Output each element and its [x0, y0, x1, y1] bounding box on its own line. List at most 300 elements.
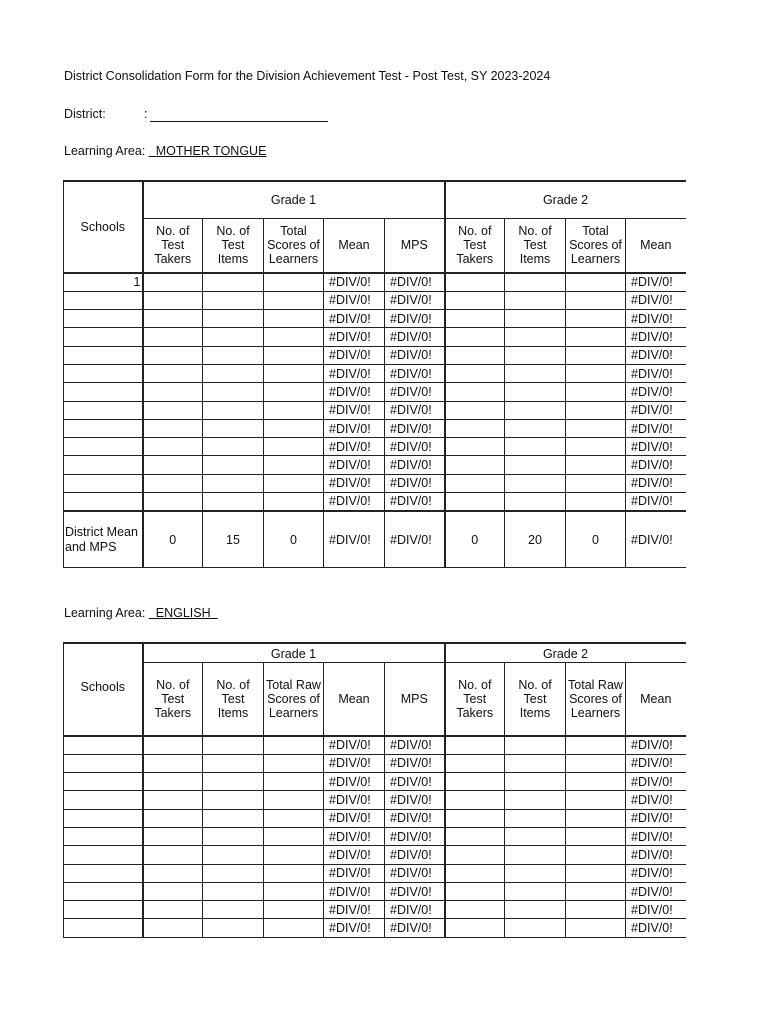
data-cell[interactable] [143, 419, 203, 437]
data-cell[interactable] [203, 493, 264, 511]
mps-cell: #DIV/0! [385, 827, 445, 845]
data-cell[interactable] [264, 493, 324, 511]
data-cell[interactable] [445, 474, 505, 492]
mps-cell: #DIV/0! [385, 919, 445, 937]
school-cell[interactable] [64, 474, 143, 492]
data-cell[interactable] [445, 438, 505, 456]
school-cell[interactable] [64, 493, 143, 511]
table-row [64, 882, 686, 900]
mps-cell: #DIV/0! [385, 346, 445, 364]
mean-cell: #DIV/0! [324, 809, 385, 827]
mps-cell: #DIV/0! [385, 291, 445, 309]
mean-cell: #DIV/0! [324, 419, 385, 437]
data-cell[interactable] [143, 383, 203, 401]
data-cell[interactable] [143, 364, 203, 382]
data-cell[interactable] [505, 754, 566, 772]
mean-cell: #DIV/0! [626, 882, 686, 900]
data-cell[interactable] [264, 438, 324, 456]
mean-cell: #DIV/0! [324, 401, 385, 419]
g1-mps-header: MPS [385, 218, 445, 273]
mean-cell: #DIV/0! [324, 827, 385, 845]
data-cell[interactable] [143, 310, 203, 328]
data-cell[interactable] [505, 901, 566, 919]
school-cell[interactable] [64, 401, 143, 419]
data-cell[interactable] [505, 791, 566, 809]
mean-cell: #DIV/0! [626, 328, 686, 346]
mean-cell: #DIV/0! [626, 773, 686, 791]
data-cell[interactable] [203, 864, 264, 882]
data-cell[interactable] [505, 919, 566, 937]
mean-cell: #DIV/0! [626, 310, 686, 328]
data-cell[interactable] [143, 474, 203, 492]
mean-cell: #DIV/0! [626, 291, 686, 309]
mps-cell: #DIV/0! [385, 310, 445, 328]
mean-cell: #DIV/0! [324, 791, 385, 809]
data-cell[interactable] [264, 401, 324, 419]
g2-total-scores-header: Total Scores of Learners [566, 218, 626, 273]
data-cell[interactable] [566, 493, 626, 511]
table-row [64, 919, 686, 937]
summary-g2-takers: 0 [445, 511, 505, 568]
data-cell[interactable] [505, 401, 566, 419]
mps-cell: #DIV/0! [385, 493, 445, 511]
mean-cell: #DIV/0! [626, 919, 686, 937]
g1-total-raw-scores-header: Total Raw Scores of Learners [264, 662, 324, 736]
data-cell[interactable] [445, 827, 505, 845]
data-cell[interactable] [566, 474, 626, 492]
english-rows [64, 736, 686, 937]
data-cell[interactable] [445, 846, 505, 864]
summary-g1-takers: 0 [143, 511, 203, 568]
mean-cell: #DIV/0! [626, 456, 686, 474]
mps-cell: #DIV/0! [385, 364, 445, 382]
data-cell[interactable] [143, 882, 203, 900]
mean-cell: #DIV/0! [626, 754, 686, 772]
g1-test-items-header: No. of Test Items [203, 218, 264, 273]
mean-cell: #DIV/0! [626, 864, 686, 882]
data-cell[interactable] [566, 328, 626, 346]
data-cell[interactable] [445, 328, 505, 346]
data-cell[interactable] [203, 809, 264, 827]
data-cell[interactable] [445, 346, 505, 364]
g2-total-raw-scores-header: Total Raw Scores of Learners [566, 662, 626, 736]
data-cell[interactable] [203, 919, 264, 937]
table-row [64, 291, 686, 309]
g1-test-takers-header: No. of Test Takers [143, 218, 203, 273]
data-cell[interactable] [264, 456, 324, 474]
table-row [64, 736, 686, 754]
data-cell[interactable] [566, 864, 626, 882]
district-field [64, 107, 148, 121]
data-cell[interactable] [264, 864, 324, 882]
mps-cell: #DIV/0! [385, 846, 445, 864]
data-cell[interactable] [203, 291, 264, 309]
data-cell[interactable] [445, 273, 505, 291]
learning-area-mother-tongue [64, 144, 266, 158]
table-row [64, 364, 686, 382]
data-cell[interactable] [505, 773, 566, 791]
data-cell[interactable] [566, 791, 626, 809]
school-cell[interactable] [64, 364, 143, 382]
mean-cell: #DIV/0! [626, 809, 686, 827]
data-cell[interactable] [264, 474, 324, 492]
school-cell[interactable] [64, 736, 143, 754]
data-cell[interactable] [203, 456, 264, 474]
data-cell[interactable] [445, 736, 505, 754]
data-cell[interactable] [143, 846, 203, 864]
table-row [64, 864, 686, 882]
mps-cell: #DIV/0! [385, 419, 445, 437]
data-cell[interactable] [445, 864, 505, 882]
mean-cell: #DIV/0! [324, 736, 385, 754]
data-cell[interactable] [566, 273, 626, 291]
data-cell[interactable] [566, 882, 626, 900]
data-cell[interactable] [143, 864, 203, 882]
data-cell[interactable] [264, 827, 324, 845]
summary-g1-items: 15 [203, 511, 264, 568]
table-row [64, 809, 686, 827]
data-cell[interactable] [505, 328, 566, 346]
mean-cell: #DIV/0! [626, 419, 686, 437]
data-cell[interactable] [505, 273, 566, 291]
mean-cell: #DIV/0! [324, 364, 385, 382]
data-cell[interactable] [566, 310, 626, 328]
summary-g2-total: 0 [566, 511, 626, 568]
mean-cell: #DIV/0! [626, 791, 686, 809]
mean-cell: #DIV/0! [324, 474, 385, 492]
table-row [64, 827, 686, 845]
mean-cell: #DIV/0! [324, 328, 385, 346]
data-cell[interactable] [566, 383, 626, 401]
g1-test-takers-header: No. of Test Takers [143, 662, 203, 736]
mps-cell: #DIV/0! [385, 736, 445, 754]
school-cell[interactable] [64, 438, 143, 456]
table-row [64, 346, 686, 364]
data-cell[interactable] [143, 456, 203, 474]
data-cell[interactable] [445, 773, 505, 791]
table-row [64, 773, 686, 791]
schools-header: Schools [64, 643, 143, 736]
data-cell[interactable] [143, 328, 203, 346]
data-cell[interactable] [203, 882, 264, 900]
data-cell[interactable] [505, 493, 566, 511]
data-cell[interactable] [264, 773, 324, 791]
summary-g1-mean: #DIV/0! [324, 511, 385, 568]
table-row [64, 438, 686, 456]
data-cell[interactable] [264, 901, 324, 919]
g2-test-items-header: No. of Test Items [505, 662, 566, 736]
data-cell[interactable] [143, 827, 203, 845]
g1-mps-header: MPS [385, 662, 445, 736]
data-cell[interactable] [264, 364, 324, 382]
data-cell[interactable] [143, 791, 203, 809]
school-cell[interactable] [64, 310, 143, 328]
data-cell[interactable] [143, 919, 203, 937]
school-cell[interactable] [64, 456, 143, 474]
table-row [64, 328, 686, 346]
mps-cell: #DIV/0! [385, 383, 445, 401]
data-cell[interactable] [445, 901, 505, 919]
data-cell[interactable] [566, 346, 626, 364]
data-cell[interactable] [505, 291, 566, 309]
data-cell[interactable] [203, 364, 264, 382]
mean-cell: #DIV/0! [324, 773, 385, 791]
data-cell[interactable] [505, 864, 566, 882]
mean-cell: #DIV/0! [324, 310, 385, 328]
data-cell[interactable] [264, 291, 324, 309]
data-cell[interactable] [203, 419, 264, 437]
data-cell[interactable] [445, 291, 505, 309]
data-cell[interactable] [203, 791, 264, 809]
mother-tongue-rows [64, 273, 686, 511]
data-cell[interactable] [445, 919, 505, 937]
data-cell[interactable] [264, 882, 324, 900]
data-cell[interactable] [505, 456, 566, 474]
data-cell[interactable] [505, 438, 566, 456]
data-cell[interactable] [143, 438, 203, 456]
g1-mean-header: Mean [324, 662, 385, 736]
mps-cell: #DIV/0! [385, 901, 445, 919]
mean-cell: #DIV/0! [324, 456, 385, 474]
school-cell[interactable] [64, 328, 143, 346]
mps-cell: #DIV/0! [385, 328, 445, 346]
schools-header: Schools [64, 181, 143, 273]
data-cell[interactable] [143, 493, 203, 511]
data-cell[interactable] [203, 754, 264, 772]
learning-area-value: ENGLISH [155, 606, 211, 620]
district-label: District: [64, 107, 106, 121]
data-cell[interactable] [143, 401, 203, 419]
data-cell[interactable] [445, 809, 505, 827]
learning-area-value: MOTHER TONGUE [155, 144, 267, 158]
g1-total-scores-header: Total Scores of Learners [264, 218, 324, 273]
table-row [64, 383, 686, 401]
mean-cell: #DIV/0! [626, 346, 686, 364]
mean-cell: #DIV/0! [626, 493, 686, 511]
data-cell[interactable] [566, 401, 626, 419]
mean-cell: #DIV/0! [626, 901, 686, 919]
mps-cell: #DIV/0! [385, 401, 445, 419]
school-cell[interactable] [64, 827, 143, 845]
mps-cell: #DIV/0! [385, 809, 445, 827]
mean-cell: #DIV/0! [626, 438, 686, 456]
table-row [64, 401, 686, 419]
g2-mean-header: Mean [626, 662, 686, 736]
grade-2-header: Grade 2 [445, 181, 686, 218]
summary-g1-total: 0 [264, 511, 324, 568]
data-cell[interactable] [566, 846, 626, 864]
grade-1-header: Grade 1 [143, 643, 445, 662]
data-cell[interactable] [264, 919, 324, 937]
school-cell[interactable] [64, 419, 143, 437]
data-cell[interactable] [566, 291, 626, 309]
mps-cell: #DIV/0! [385, 474, 445, 492]
data-cell[interactable] [566, 773, 626, 791]
form-title: District Consolidation Form for the Division Achievement Test - Post Test, SY 2023-2024 [64, 69, 551, 83]
data-cell[interactable] [143, 736, 203, 754]
mean-cell: #DIV/0! [324, 882, 385, 900]
data-cell[interactable] [203, 328, 264, 346]
data-cell[interactable] [143, 809, 203, 827]
mean-cell: #DIV/0! [626, 846, 686, 864]
data-cell[interactable] [566, 809, 626, 827]
mean-cell: #DIV/0! [626, 736, 686, 754]
district-summary-row [64, 511, 686, 568]
g1-mean-header: Mean [324, 218, 385, 273]
data-cell[interactable] [566, 754, 626, 772]
data-cell[interactable] [143, 273, 203, 291]
data-cell[interactable] [203, 474, 264, 492]
data-cell[interactable] [264, 736, 324, 754]
data-cell[interactable] [505, 310, 566, 328]
mps-cell: #DIV/0! [385, 438, 445, 456]
mean-cell: #DIV/0! [626, 364, 686, 382]
data-cell[interactable] [203, 401, 264, 419]
district-blank-line[interactable] [150, 107, 328, 122]
learning-area-english [64, 606, 218, 620]
data-cell[interactable] [264, 383, 324, 401]
mps-cell: #DIV/0! [385, 791, 445, 809]
mean-cell: #DIV/0! [324, 438, 385, 456]
data-cell[interactable] [505, 882, 566, 900]
summary-g2-items: 20 [505, 511, 566, 568]
data-cell[interactable] [445, 882, 505, 900]
data-cell[interactable] [445, 419, 505, 437]
data-cell[interactable] [264, 846, 324, 864]
mean-cell: #DIV/0! [324, 493, 385, 511]
data-cell[interactable] [143, 291, 203, 309]
data-cell[interactable] [445, 364, 505, 382]
school-cell[interactable] [64, 919, 143, 937]
school-cell[interactable] [64, 901, 143, 919]
mean-cell: #DIV/0! [324, 346, 385, 364]
table-row [64, 273, 686, 291]
table-row [64, 754, 686, 772]
data-cell[interactable] [566, 456, 626, 474]
mps-cell: #DIV/0! [385, 456, 445, 474]
table-row [64, 456, 686, 474]
school-cell[interactable] [64, 754, 143, 772]
data-cell[interactable] [143, 901, 203, 919]
data-cell[interactable] [505, 364, 566, 382]
data-cell[interactable] [264, 346, 324, 364]
table-row [64, 419, 686, 437]
data-cell[interactable] [505, 346, 566, 364]
data-cell[interactable] [566, 364, 626, 382]
g2-test-takers-header: No. of Test Takers [445, 218, 505, 273]
data-cell[interactable] [203, 273, 264, 291]
school-cell[interactable] [64, 882, 143, 900]
data-cell[interactable] [505, 736, 566, 754]
english-table [63, 642, 686, 938]
data-cell[interactable] [505, 383, 566, 401]
mean-cell: #DIV/0! [626, 383, 686, 401]
data-cell[interactable] [445, 754, 505, 772]
data-cell[interactable] [445, 493, 505, 511]
grade-2-header: Grade 2 [445, 643, 686, 662]
data-cell[interactable] [566, 901, 626, 919]
data-cell[interactable] [264, 754, 324, 772]
mps-cell: #DIV/0! [385, 882, 445, 900]
data-cell[interactable] [566, 919, 626, 937]
school-cell[interactable] [64, 864, 143, 882]
school-cell[interactable] [64, 383, 143, 401]
data-cell[interactable] [566, 419, 626, 437]
data-cell[interactable] [505, 809, 566, 827]
summary-label: District Mean and MPS [64, 511, 143, 568]
data-cell[interactable] [264, 419, 324, 437]
data-cell[interactable] [566, 736, 626, 754]
data-cell[interactable] [143, 754, 203, 772]
data-cell[interactable] [566, 438, 626, 456]
mean-cell: #DIV/0! [324, 919, 385, 937]
data-cell[interactable] [264, 310, 324, 328]
mps-cell: #DIV/0! [385, 754, 445, 772]
school-cell[interactable] [64, 291, 143, 309]
mps-cell: #DIV/0! [385, 864, 445, 882]
school-cell[interactable] [64, 773, 143, 791]
data-cell[interactable] [505, 474, 566, 492]
data-cell[interactable] [203, 310, 264, 328]
school-cell[interactable] [64, 346, 143, 364]
data-cell[interactable] [143, 773, 203, 791]
data-cell[interactable] [264, 791, 324, 809]
data-cell[interactable] [203, 827, 264, 845]
learning-area-label: Learning Area: [64, 606, 146, 620]
table-row [64, 846, 686, 864]
data-cell[interactable] [264, 328, 324, 346]
school-cell[interactable] [64, 846, 143, 864]
summary-g2-mean: #DIV/0! [626, 511, 686, 568]
data-cell[interactable] [505, 846, 566, 864]
data-cell[interactable] [445, 310, 505, 328]
mother-tongue-table [63, 180, 686, 568]
mean-cell: #DIV/0! [324, 291, 385, 309]
school-cell[interactable]: 1 [64, 273, 143, 291]
school-cell[interactable] [64, 809, 143, 827]
data-cell[interactable] [445, 401, 505, 419]
data-cell[interactable] [505, 827, 566, 845]
g2-mean-header: Mean [626, 218, 686, 273]
data-cell[interactable] [566, 827, 626, 845]
g2-test-items-header: No. of Test Items [505, 218, 566, 273]
mean-cell: #DIV/0! [324, 383, 385, 401]
mean-cell: #DIV/0! [324, 846, 385, 864]
data-cell[interactable] [264, 273, 324, 291]
g1-test-items-header: No. of Test Items [203, 662, 264, 736]
data-cell[interactable] [445, 383, 505, 401]
mean-cell: #DIV/0! [324, 864, 385, 882]
data-cell[interactable] [203, 383, 264, 401]
data-cell[interactable] [143, 346, 203, 364]
data-cell[interactable] [445, 456, 505, 474]
school-cell[interactable] [64, 791, 143, 809]
data-cell[interactable] [203, 773, 264, 791]
data-cell[interactable] [445, 791, 505, 809]
data-cell[interactable] [203, 901, 264, 919]
data-cell[interactable] [264, 809, 324, 827]
learning-area-label: Learning Area: [64, 144, 146, 158]
mps-cell: #DIV/0! [385, 773, 445, 791]
data-cell[interactable] [203, 846, 264, 864]
data-cell[interactable] [203, 736, 264, 754]
g2-test-takers-header: No. of Test Takers [445, 662, 505, 736]
data-cell[interactable] [203, 438, 264, 456]
data-cell[interactable] [505, 419, 566, 437]
mean-cell: #DIV/0! [324, 273, 385, 291]
data-cell[interactable] [203, 346, 264, 364]
mean-cell: #DIV/0! [626, 273, 686, 291]
